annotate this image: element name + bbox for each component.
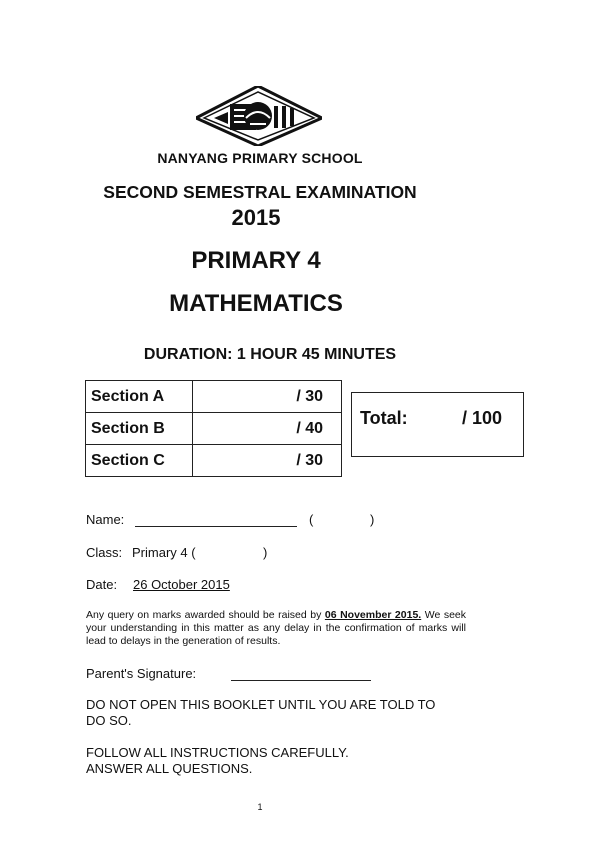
marks-query-notice bbox=[86, 609, 466, 648]
instruction-do-not-open: DO NOT OPEN THIS BOOKLET UNTIL YOU ARE TOLD TO DO SO. bbox=[86, 697, 436, 728]
name-paren-close: ) bbox=[370, 512, 375, 527]
name-underline[interactable] bbox=[135, 526, 297, 527]
notice-text: Any query on marks awarded should be raised by bbox=[86, 609, 322, 621]
class-label: Class: bbox=[86, 545, 123, 560]
section-marks: / 30 bbox=[193, 381, 342, 413]
section-marks: / 40 bbox=[193, 413, 342, 445]
exam-year: 2015 bbox=[231, 205, 281, 230]
exam-title: SECOND SEMESTRAL EXAMINATION bbox=[103, 182, 417, 202]
table-row bbox=[86, 413, 342, 445]
subject-title: MATHEMATICS bbox=[169, 290, 343, 317]
name-label: Name: bbox=[86, 512, 125, 527]
section-marks-table bbox=[85, 380, 342, 477]
section-label: Section A bbox=[86, 381, 193, 413]
level-title: PRIMARY 4 bbox=[191, 247, 321, 274]
class-value: Primary 4 ( bbox=[132, 545, 196, 560]
section-label: Section B bbox=[86, 413, 193, 445]
date-label: Date: bbox=[86, 577, 118, 592]
signature-underline[interactable] bbox=[231, 680, 371, 681]
date-value: 26 October 2015 bbox=[133, 577, 230, 592]
signature-label: Parent's Signature: bbox=[86, 666, 197, 681]
school-logo-icon bbox=[196, 86, 322, 146]
instruction-answer: ANSWER ALL QUESTIONS. bbox=[86, 761, 253, 776]
section-label: Section C bbox=[86, 445, 193, 477]
table-row bbox=[86, 381, 342, 413]
total-label: Total: bbox=[360, 408, 408, 428]
school-name: NANYANG PRIMARY SCHOOL bbox=[157, 150, 363, 166]
table-row bbox=[86, 445, 342, 477]
class-paren-close: ) bbox=[263, 545, 268, 560]
total-value: / 100 bbox=[462, 408, 503, 428]
section-marks: / 30 bbox=[193, 445, 342, 477]
instruction-follow: FOLLOW ALL INSTRUCTIONS CAREFULLY. bbox=[86, 745, 349, 760]
duration-text: DURATION: 1 HOUR 45 MINUTES bbox=[143, 346, 397, 363]
notice-deadline: 06 November 2015. bbox=[324, 609, 422, 621]
notice-text-continued: We seek your understanding in this matter as any delay in the confirmation of marks will lead to delays in the generation of results. bbox=[86, 609, 467, 647]
page-number: 1 bbox=[257, 802, 263, 812]
name-paren-open: ( bbox=[309, 512, 314, 527]
